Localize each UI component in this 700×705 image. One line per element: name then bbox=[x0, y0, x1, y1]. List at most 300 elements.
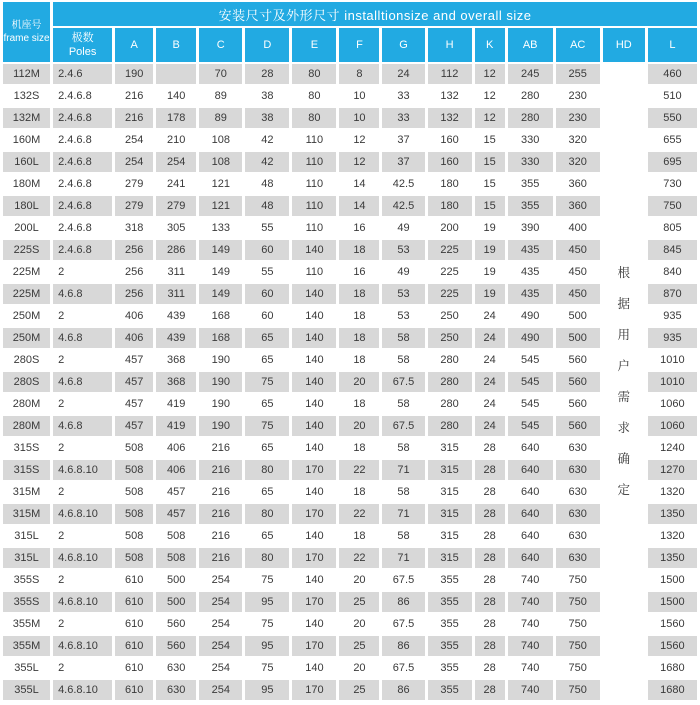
dimension-cell-l: 510 bbox=[648, 86, 697, 106]
frame-size-header-zh: 机座号 bbox=[11, 19, 42, 31]
poles-cell: 4.6.8.10 bbox=[53, 680, 112, 700]
dimension-cell-h: 355 bbox=[428, 570, 472, 590]
dimension-cell-ab: 330 bbox=[508, 130, 553, 150]
dimension-cell-k: 15 bbox=[475, 130, 505, 150]
dimension-cell-g: 49 bbox=[382, 218, 424, 238]
title-row bbox=[3, 2, 697, 26]
dimension-cell-ac: 255 bbox=[556, 64, 600, 84]
dimension-cell-k: 15 bbox=[475, 152, 505, 172]
dimension-cell-ac: 320 bbox=[556, 130, 600, 150]
column-header-ac: AC bbox=[556, 28, 600, 62]
columns-header-row bbox=[3, 28, 697, 62]
table-row bbox=[3, 218, 697, 238]
dimension-cell-ab: 740 bbox=[508, 614, 553, 634]
dimension-cell-f: 10 bbox=[339, 108, 379, 128]
dimension-cell-d: 75 bbox=[245, 614, 289, 634]
dimension-cell-l: 935 bbox=[648, 328, 697, 348]
dimension-cell-f: 22 bbox=[339, 460, 379, 480]
poles-cell: 4.6.8.10 bbox=[53, 592, 112, 612]
dimension-cell-f: 18 bbox=[339, 482, 379, 502]
frame-size-cell: 315S bbox=[3, 460, 50, 480]
table-row bbox=[3, 680, 697, 700]
dimension-cell-e: 140 bbox=[292, 658, 336, 678]
table-row bbox=[3, 108, 697, 128]
dimension-cell-k: 19 bbox=[475, 284, 505, 304]
table-title: 安装尺寸及外形尺寸 installtionsize and overall size bbox=[53, 2, 697, 26]
dimension-cell-g: 58 bbox=[382, 394, 424, 414]
dimension-cell-g: 67.5 bbox=[382, 416, 424, 436]
dimension-cell-k: 28 bbox=[475, 504, 505, 524]
dimension-cell-b: 560 bbox=[156, 636, 196, 656]
dimension-cell-a: 610 bbox=[115, 658, 153, 678]
table-row bbox=[3, 262, 697, 282]
poles-cell: 2 bbox=[53, 262, 112, 282]
table-row bbox=[3, 394, 697, 414]
dimension-cell-ab: 545 bbox=[508, 372, 553, 392]
dimension-cell-d: 65 bbox=[245, 482, 289, 502]
dimension-cell-c: 216 bbox=[199, 460, 242, 480]
poles-cell: 2 bbox=[53, 658, 112, 678]
dimension-cell-b: 630 bbox=[156, 680, 196, 700]
dimension-cell-e: 110 bbox=[292, 174, 336, 194]
dimension-cell-g: 86 bbox=[382, 680, 424, 700]
frame-size-cell: 180M bbox=[3, 174, 50, 194]
dimension-cell-ac: 500 bbox=[556, 306, 600, 326]
frame-size-cell: 250M bbox=[3, 328, 50, 348]
table-row bbox=[3, 130, 697, 150]
dimension-cell-f: 18 bbox=[339, 240, 379, 260]
poles-cell: 4.6.8.10 bbox=[53, 460, 112, 480]
dimension-cell-k: 28 bbox=[475, 680, 505, 700]
table-body bbox=[3, 64, 697, 700]
dimension-cell-b: 406 bbox=[156, 460, 196, 480]
dimension-cell-a: 256 bbox=[115, 262, 153, 282]
table-row bbox=[3, 196, 697, 216]
dimension-cell-e: 80 bbox=[292, 86, 336, 106]
dimension-cell-b: 406 bbox=[156, 438, 196, 458]
dimension-cell-a: 508 bbox=[115, 504, 153, 524]
dimension-cell-ac: 450 bbox=[556, 262, 600, 282]
dimension-cell-d: 28 bbox=[245, 64, 289, 84]
dimension-cell-k: 28 bbox=[475, 482, 505, 502]
dimension-cell-b: 178 bbox=[156, 108, 196, 128]
poles-header-zh: 极数 bbox=[71, 31, 94, 44]
dimension-cell-h: 280 bbox=[428, 416, 472, 436]
column-header-k: K bbox=[475, 28, 505, 62]
poles-cell: 4.6.8 bbox=[53, 284, 112, 304]
dimension-cell-ac: 560 bbox=[556, 416, 600, 436]
dimension-cell-k: 24 bbox=[475, 394, 505, 414]
dimension-cell-b: 286 bbox=[156, 240, 196, 260]
dimension-cell-ab: 640 bbox=[508, 482, 553, 502]
dimension-cell-ab: 640 bbox=[508, 438, 553, 458]
dimension-cell-ac: 360 bbox=[556, 174, 600, 194]
column-header-h: H bbox=[428, 28, 472, 62]
dimension-cell-ac: 230 bbox=[556, 108, 600, 128]
dimension-cell-c: 190 bbox=[199, 394, 242, 414]
dimension-cell-a: 508 bbox=[115, 526, 153, 546]
poles-cell: 2.4.6.8 bbox=[53, 130, 112, 150]
dimension-cell-b: 368 bbox=[156, 350, 196, 370]
dimension-cell-e: 170 bbox=[292, 680, 336, 700]
dimension-cell-ac: 750 bbox=[556, 636, 600, 656]
frame-size-cell: 225S bbox=[3, 240, 50, 260]
table-row bbox=[3, 614, 697, 634]
poles-cell: 4.6.8.10 bbox=[53, 636, 112, 656]
dimension-cell-d: 60 bbox=[245, 240, 289, 260]
dimension-cell-l: 750 bbox=[648, 196, 697, 216]
dimension-cell-f: 20 bbox=[339, 658, 379, 678]
dimension-cell-l: 1560 bbox=[648, 614, 697, 634]
frame-size-cell: 132M bbox=[3, 108, 50, 128]
frame-size-header bbox=[3, 2, 50, 62]
dimension-cell-f: 25 bbox=[339, 680, 379, 700]
dimension-cell-a: 610 bbox=[115, 570, 153, 590]
table-row bbox=[3, 350, 697, 370]
dimension-cell-a: 406 bbox=[115, 328, 153, 348]
dimension-cell-b: 419 bbox=[156, 416, 196, 436]
dimension-cell-f: 20 bbox=[339, 416, 379, 436]
dimension-cell-a: 216 bbox=[115, 86, 153, 106]
column-header-hd: HD bbox=[603, 28, 645, 62]
frame-size-cell: 355S bbox=[3, 570, 50, 590]
dimension-cell-ab: 640 bbox=[508, 526, 553, 546]
dimension-cell-ac: 560 bbox=[556, 350, 600, 370]
frame-size-cell: 315M bbox=[3, 504, 50, 524]
dimension-cell-h: 112 bbox=[428, 64, 472, 84]
dimension-cell-e: 140 bbox=[292, 416, 336, 436]
dimension-cell-f: 16 bbox=[339, 218, 379, 238]
dimension-cell-k: 15 bbox=[475, 196, 505, 216]
frame-size-cell: 355L bbox=[3, 658, 50, 678]
dimension-cell-ac: 630 bbox=[556, 504, 600, 524]
dimension-cell-f: 25 bbox=[339, 592, 379, 612]
dimension-cell-ac: 450 bbox=[556, 284, 600, 304]
dimension-cell-g: 58 bbox=[382, 438, 424, 458]
dimension-cell-f: 12 bbox=[339, 152, 379, 172]
poles-cell: 4.6.8.10 bbox=[53, 548, 112, 568]
dimension-cell-ab: 355 bbox=[508, 174, 553, 194]
dimension-cell-c: 108 bbox=[199, 152, 242, 172]
dimension-cell-a: 256 bbox=[115, 284, 153, 304]
dimension-cell-a: 457 bbox=[115, 350, 153, 370]
frame-size-cell: 200L bbox=[3, 218, 50, 238]
dimension-cell-e: 110 bbox=[292, 130, 336, 150]
dimension-cell-e: 140 bbox=[292, 328, 336, 348]
dimension-cell-a: 508 bbox=[115, 438, 153, 458]
dimension-cell-h: 355 bbox=[428, 636, 472, 656]
frame-size-cell: 355M bbox=[3, 614, 50, 634]
dimension-cell-h: 355 bbox=[428, 614, 472, 634]
dimension-cell-f: 18 bbox=[339, 526, 379, 546]
dimension-cell-h: 132 bbox=[428, 86, 472, 106]
table-row bbox=[3, 526, 697, 546]
dimension-cell-c: 168 bbox=[199, 306, 242, 326]
dimension-cell-a: 279 bbox=[115, 196, 153, 216]
poles-cell: 2 bbox=[53, 614, 112, 634]
dimension-cell-k: 28 bbox=[475, 592, 505, 612]
dimension-cell-l: 805 bbox=[648, 218, 697, 238]
dimension-cell-ab: 545 bbox=[508, 416, 553, 436]
table-row bbox=[3, 174, 697, 194]
dimension-cell-d: 65 bbox=[245, 328, 289, 348]
dimension-cell-k: 28 bbox=[475, 636, 505, 656]
dimension-cell-f: 14 bbox=[339, 174, 379, 194]
dimension-cell-g: 53 bbox=[382, 240, 424, 260]
dimension-cell-ac: 560 bbox=[556, 372, 600, 392]
dimension-cell-ab: 740 bbox=[508, 592, 553, 612]
poles-cell: 2.4.6.8 bbox=[53, 152, 112, 172]
dimension-cell-e: 170 bbox=[292, 592, 336, 612]
dimension-cell-g: 86 bbox=[382, 636, 424, 656]
poles-cell: 2.4.6.8 bbox=[53, 240, 112, 260]
dimension-cell-h: 315 bbox=[428, 482, 472, 502]
dimension-cell-ac: 630 bbox=[556, 460, 600, 480]
column-header-d: D bbox=[245, 28, 289, 62]
dimension-cell-l: 1560 bbox=[648, 636, 697, 656]
dimension-cell-l: 1680 bbox=[648, 658, 697, 678]
column-header-a: A bbox=[115, 28, 153, 62]
dimension-cell-e: 110 bbox=[292, 196, 336, 216]
dimension-cell-k: 28 bbox=[475, 526, 505, 546]
dimension-cell-f: 18 bbox=[339, 350, 379, 370]
column-header-b: B bbox=[156, 28, 196, 62]
dimension-cell-l: 870 bbox=[648, 284, 697, 304]
dimension-cell-a: 610 bbox=[115, 680, 153, 700]
dimension-cell-g: 49 bbox=[382, 262, 424, 282]
dimension-cell-c: 121 bbox=[199, 174, 242, 194]
dimension-cell-c: 216 bbox=[199, 526, 242, 546]
dimension-cell-ab: 640 bbox=[508, 504, 553, 524]
dimension-cell-e: 110 bbox=[292, 152, 336, 172]
dimension-cell-ac: 750 bbox=[556, 658, 600, 678]
frame-size-cell: 112M bbox=[3, 64, 50, 84]
dimension-cell-f: 18 bbox=[339, 438, 379, 458]
dimension-cell-h: 250 bbox=[428, 328, 472, 348]
poles-cell: 4.6.8 bbox=[53, 416, 112, 436]
dimension-cell-b: 419 bbox=[156, 394, 196, 414]
dimension-cell-h: 315 bbox=[428, 548, 472, 568]
frame-size-cell: 280M bbox=[3, 416, 50, 436]
frame-size-cell: 315L bbox=[3, 548, 50, 568]
dimension-cell-ac: 230 bbox=[556, 86, 600, 106]
table-row bbox=[3, 328, 697, 348]
table-row bbox=[3, 64, 697, 84]
dimension-cell-k: 24 bbox=[475, 306, 505, 326]
dimension-cell-k: 28 bbox=[475, 460, 505, 480]
dimension-cell-k: 28 bbox=[475, 614, 505, 634]
dimension-cell-k: 28 bbox=[475, 570, 505, 590]
poles-header bbox=[53, 28, 112, 62]
dimension-cell-d: 48 bbox=[245, 196, 289, 216]
dimension-cell-g: 86 bbox=[382, 592, 424, 612]
dimension-cell-g: 37 bbox=[382, 152, 424, 172]
dimension-cell-d: 65 bbox=[245, 438, 289, 458]
dimension-cell-b: 254 bbox=[156, 152, 196, 172]
dimension-cell-k: 19 bbox=[475, 218, 505, 238]
dimension-cell-ab: 640 bbox=[508, 460, 553, 480]
dimension-cell-ac: 750 bbox=[556, 592, 600, 612]
dimension-cell-c: 70 bbox=[199, 64, 242, 84]
dimension-cell-g: 71 bbox=[382, 504, 424, 524]
dimension-cell-k: 28 bbox=[475, 658, 505, 678]
dimension-cell-a: 610 bbox=[115, 592, 153, 612]
dimension-cell-l: 655 bbox=[648, 130, 697, 150]
dimension-cell-l: 1350 bbox=[648, 504, 697, 524]
dimension-cell-f: 16 bbox=[339, 262, 379, 282]
dimension-cell-e: 110 bbox=[292, 218, 336, 238]
dimension-cell-ac: 630 bbox=[556, 548, 600, 568]
dimension-cell-k: 28 bbox=[475, 548, 505, 568]
poles-cell: 2 bbox=[53, 482, 112, 502]
dimension-cell-d: 42 bbox=[245, 152, 289, 172]
dimension-cell-f: 14 bbox=[339, 196, 379, 216]
table-row bbox=[3, 548, 697, 568]
dimension-cell-ab: 740 bbox=[508, 636, 553, 656]
dimension-cell-g: 42.5 bbox=[382, 196, 424, 216]
table-row bbox=[3, 482, 697, 502]
dimension-cell-ab: 545 bbox=[508, 394, 553, 414]
dimension-cell-a: 216 bbox=[115, 108, 153, 128]
poles-cell: 2.4.6.8 bbox=[53, 196, 112, 216]
column-header-ab: AB bbox=[508, 28, 553, 62]
dimension-cell-b: 305 bbox=[156, 218, 196, 238]
dimension-cell-ab: 330 bbox=[508, 152, 553, 172]
poles-cell: 2.4.6.8 bbox=[53, 108, 112, 128]
table-row bbox=[3, 86, 697, 106]
dimension-cell-ab: 355 bbox=[508, 196, 553, 216]
dimension-cell-k: 28 bbox=[475, 438, 505, 458]
dimension-cell-ac: 560 bbox=[556, 394, 600, 414]
table-header bbox=[3, 2, 697, 62]
frame-size-cell: 280S bbox=[3, 350, 50, 370]
frame-size-cell: 250M bbox=[3, 306, 50, 326]
dimension-cell-l: 1060 bbox=[648, 394, 697, 414]
dimension-cell-e: 170 bbox=[292, 548, 336, 568]
dimension-cell-h: 280 bbox=[428, 394, 472, 414]
dimension-cell-f: 8 bbox=[339, 64, 379, 84]
dimension-cell-h: 315 bbox=[428, 438, 472, 458]
dimension-cell-b: 279 bbox=[156, 196, 196, 216]
dimension-cell-d: 38 bbox=[245, 86, 289, 106]
poles-header-en: Poles bbox=[68, 46, 97, 58]
dimension-cell-b: 439 bbox=[156, 328, 196, 348]
dimension-cell-ac: 500 bbox=[556, 328, 600, 348]
dimension-cell-ab: 390 bbox=[508, 218, 553, 238]
dimension-cell-d: 55 bbox=[245, 218, 289, 238]
dimension-cell-b: 368 bbox=[156, 372, 196, 392]
poles-cell: 2.4.6 bbox=[53, 64, 112, 84]
dimension-cell-h: 355 bbox=[428, 680, 472, 700]
dimension-cell-ac: 630 bbox=[556, 438, 600, 458]
dimension-cell-l: 1240 bbox=[648, 438, 697, 458]
dimension-cell-f: 20 bbox=[339, 614, 379, 634]
column-header-c: C bbox=[199, 28, 242, 62]
dimension-cell-c: 149 bbox=[199, 240, 242, 260]
dimension-cell-k: 24 bbox=[475, 416, 505, 436]
dimension-cell-a: 254 bbox=[115, 130, 153, 150]
dimension-cell-b: 241 bbox=[156, 174, 196, 194]
frame-size-cell: 280S bbox=[3, 372, 50, 392]
dimension-cell-c: 254 bbox=[199, 658, 242, 678]
frame-size-cell: 180L bbox=[3, 196, 50, 216]
dimension-cell-g: 33 bbox=[382, 108, 424, 128]
dimension-cell-ac: 630 bbox=[556, 482, 600, 502]
dimension-cell-ab: 545 bbox=[508, 350, 553, 370]
dimension-cell-d: 65 bbox=[245, 350, 289, 370]
frame-size-cell: 315M bbox=[3, 482, 50, 502]
poles-cell: 4.6.8 bbox=[53, 372, 112, 392]
dimension-cell-g: 58 bbox=[382, 482, 424, 502]
dimension-cell-l: 730 bbox=[648, 174, 697, 194]
dimension-cell-c: 190 bbox=[199, 372, 242, 392]
dimension-cell-d: 42 bbox=[245, 130, 289, 150]
dimension-cell-b: 500 bbox=[156, 592, 196, 612]
frame-size-cell: 280M bbox=[3, 394, 50, 414]
dimension-cell-d: 60 bbox=[245, 306, 289, 326]
dimension-cell-a: 318 bbox=[115, 218, 153, 238]
dimension-cell-h: 355 bbox=[428, 592, 472, 612]
dimension-cell-k: 24 bbox=[475, 350, 505, 370]
frame-size-header-en: frame size bbox=[3, 33, 50, 44]
dimension-cell-k: 24 bbox=[475, 328, 505, 348]
dimension-cell-l: 1500 bbox=[648, 592, 697, 612]
hd-vertical-note: 根 据 用 户 需 求 确 定 bbox=[617, 266, 631, 497]
poles-cell: 2 bbox=[53, 306, 112, 326]
dimension-cell-ab: 245 bbox=[508, 64, 553, 84]
dimension-cell-e: 140 bbox=[292, 438, 336, 458]
dimension-cell-a: 190 bbox=[115, 64, 153, 84]
dimension-cell-k: 12 bbox=[475, 108, 505, 128]
dimension-cell-f: 25 bbox=[339, 636, 379, 656]
dimension-cell-k: 19 bbox=[475, 240, 505, 260]
dimension-cell-e: 170 bbox=[292, 504, 336, 524]
dimension-cell-h: 315 bbox=[428, 504, 472, 524]
poles-cell: 2.4.6.8 bbox=[53, 174, 112, 194]
dimension-cell-ab: 740 bbox=[508, 658, 553, 678]
dimension-cell-e: 170 bbox=[292, 460, 336, 480]
dimension-cell-k: 19 bbox=[475, 262, 505, 282]
dimension-cell-l: 1010 bbox=[648, 372, 697, 392]
dimension-cell-c: 89 bbox=[199, 108, 242, 128]
dimension-cell-h: 180 bbox=[428, 174, 472, 194]
dimension-cell-k: 12 bbox=[475, 86, 505, 106]
dimension-cell-c: 149 bbox=[199, 284, 242, 304]
dimension-cell-l: 935 bbox=[648, 306, 697, 326]
dimension-cell-d: 65 bbox=[245, 526, 289, 546]
dimension-cell-e: 140 bbox=[292, 350, 336, 370]
table-row bbox=[3, 416, 697, 436]
dimension-cell-c: 254 bbox=[199, 636, 242, 656]
table-row bbox=[3, 152, 697, 172]
dimension-cell-l: 845 bbox=[648, 240, 697, 260]
dimension-cell-b: 210 bbox=[156, 130, 196, 150]
dimension-cell-g: 53 bbox=[382, 284, 424, 304]
dimension-cell-ab: 435 bbox=[508, 284, 553, 304]
dimension-cell-l: 1010 bbox=[648, 350, 697, 370]
poles-cell: 2.4.6.8 bbox=[53, 218, 112, 238]
dimension-cell-a: 457 bbox=[115, 416, 153, 436]
dimension-cell-e: 140 bbox=[292, 240, 336, 260]
dimension-cell-b: 457 bbox=[156, 482, 196, 502]
dimension-cell-c: 121 bbox=[199, 196, 242, 216]
hd-note-cell bbox=[603, 64, 645, 700]
dimension-cell-c: 254 bbox=[199, 570, 242, 590]
dimension-cell-a: 457 bbox=[115, 372, 153, 392]
dimension-cell-g: 67.5 bbox=[382, 614, 424, 634]
poles-cell: 2 bbox=[53, 350, 112, 370]
dimension-cell-c: 254 bbox=[199, 614, 242, 634]
